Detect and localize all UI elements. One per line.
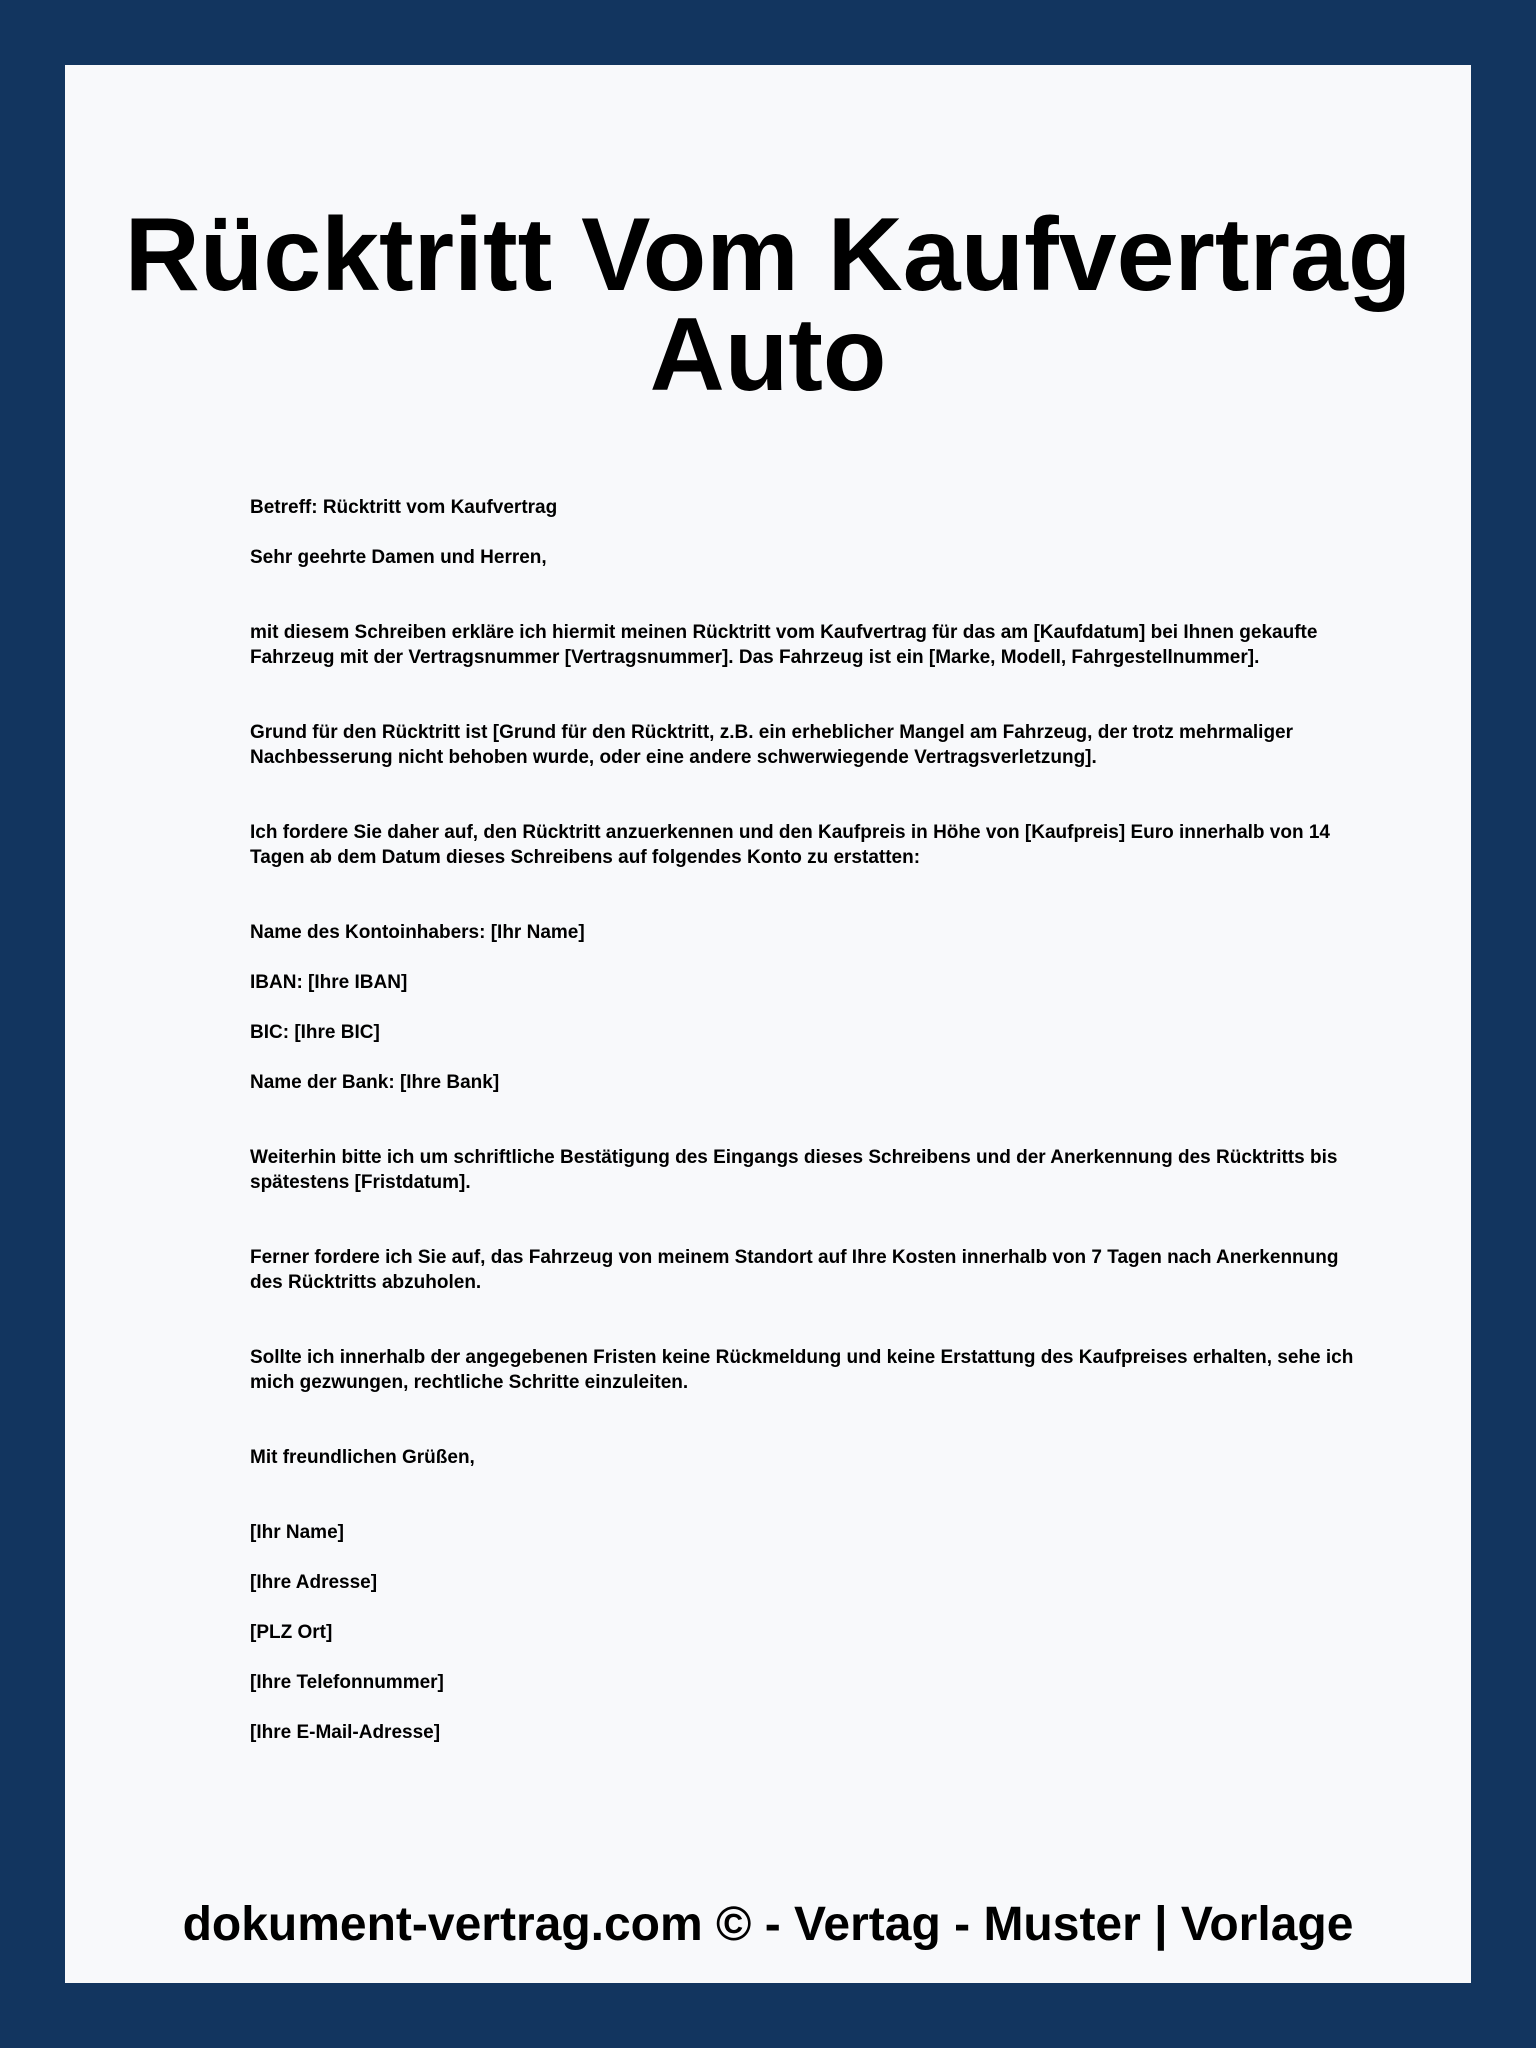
letter-paragraph: Grund für den Rücktritt ist [Grund für den Rücktritt, z.B. ein erheblicher Mangel am Fahrzeug, der trotz mehrmaliger Nachbesserung nicht behoben wurde, oder eine andere schwerwiegende Vertragsverletzung].: [250, 722, 1294, 768]
signature-address: [Ihre Adresse]: [250, 1572, 378, 1593]
signature-phone: [Ihre Telefonnummer]: [250, 1672, 444, 1693]
bank-detail-account-holder: Name des Kontoinhabers: [Ihr Name]: [250, 922, 585, 943]
letter-subject: Betreff: Rücktritt vom Kaufvertrag: [250, 497, 558, 518]
bank-detail-bic: BIC: [Ihre BIC]: [250, 1022, 380, 1043]
letter-paragraph: Weiterhin bitte ich um schriftliche Bestätigung des Eingangs dieses Schreibens und der Anerkennung des Rücktritts bis spätestens [Fristdatum].: [250, 1147, 1338, 1193]
letter-closing: Mit freundlichen Grüßen,: [250, 1447, 475, 1468]
letter-salutation: Sehr geehrte Damen und Herren,: [250, 547, 547, 568]
letter-paragraph: Sollte ich innerhalb der angegebenen Fristen keine Rückmeldung und keine Erstattung des Kaufpreises erhalten, sehe ich mich gezwungen, rechtliche Schritte einzuleiten.: [250, 1347, 1354, 1393]
signature-email: [Ihre E-Mail-Adresse]: [250, 1722, 441, 1743]
bank-detail-iban: IBAN: [Ihre IBAN]: [250, 972, 408, 993]
letter-paragraph: mit diesem Schreiben erkläre ich hiermit meinen Rücktritt vom Kaufvertrag für das am [Kaufdatum] bei Ihnen gekaufte Fahrzeug mit der Vertragsnummer [Vertragsnummer]. Das Fahrzeug ist ein [Marke, Modell, Fahrgestellnummer].: [250, 622, 1318, 668]
signature-postal-city: [PLZ Ort]: [250, 1622, 333, 1643]
signature-name: [Ihr Name]: [250, 1522, 344, 1543]
document-page: [65, 65, 1471, 1983]
letter-body: [250, 495, 1360, 1745]
bank-detail-bank-name: Name der Bank: [Ihre Bank]: [250, 1072, 500, 1093]
letter-paragraph: Ich fordere Sie daher auf, den Rücktritt anzuerkennen und den Kaufpreis in Höhe von [Kaufpreis] Euro innerhalb von 14 Tagen ab dem Datum dieses Schreibens auf folgendes Konto zu erstatten:: [250, 822, 1331, 868]
site-footer-text: dokument-vertrag.com © - Vertag - Muster | Vorlage: [182, 1898, 1354, 1951]
document-title: Rücktritt Vom Kaufvertrag Auto: [124, 197, 1412, 413]
letter-paragraph: Ferner fordere ich Sie auf, das Fahrzeug von meinem Standort auf Ihre Kosten innerhalb von 7 Tagen nach Anerkennung des Rücktritts abzuholen.: [250, 1247, 1339, 1293]
